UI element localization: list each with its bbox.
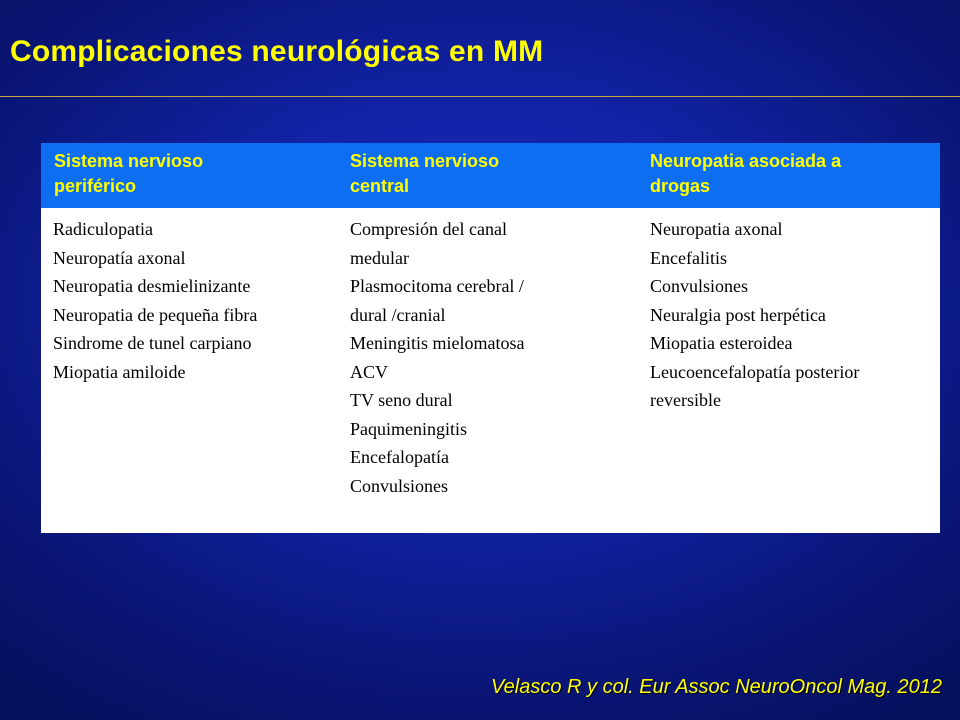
list-item: Neuropatia desmielinizante: [53, 276, 251, 296]
header-line: periférico: [54, 176, 137, 196]
list-item: Paquimeningitis: [350, 418, 467, 439]
list-item: dural /cranial: [350, 304, 446, 325]
header-line: central: [350, 176, 410, 196]
list-item: TV seno dural: [350, 390, 453, 410]
header-line: drogas: [650, 176, 711, 196]
header-line: Sistema nervioso: [54, 151, 204, 171]
header-drug-associated-neuropathy: [650, 149, 935, 199]
slide-title: Complicaciones neurológicas en MM: [10, 35, 544, 68]
list-item: Leucoencefalopatía posterior: [650, 361, 860, 382]
list-item: ACV: [350, 361, 389, 382]
column-peripheral-list: [53, 215, 343, 386]
complications-table: [41, 143, 940, 533]
list-item: Plasmocitoma cerebral /: [350, 276, 524, 296]
header-line: Neuropatia asociada a: [650, 151, 842, 171]
title-divider: [0, 96, 960, 97]
list-item: Convulsiones: [350, 475, 449, 496]
list-item: Convulsiones: [650, 276, 749, 296]
column-central-list: [350, 215, 640, 500]
citation-reference: Velasco R y col. Eur Assoc NeuroOncol Mag. 2012: [491, 676, 942, 698]
column-drug-list: [650, 215, 938, 415]
list-item: medular: [350, 247, 409, 268]
list-item: Neuropatía axonal: [53, 247, 186, 268]
header-line: Sistema nervioso: [350, 151, 500, 171]
list-item: Neuralgia post herpética: [650, 304, 826, 325]
list-item: Encefalitis: [650, 247, 727, 268]
table-header-row: [41, 143, 940, 208]
list-item: Neuropatia de pequeña fibra: [53, 304, 258, 325]
list-item: Miopatia esteroidea: [650, 333, 793, 353]
header-central-nervous-system: [350, 149, 620, 199]
list-item: Encefalopatía: [350, 447, 449, 467]
list-item: Neuropatia axonal: [650, 219, 783, 239]
list-item: Compresión del canal: [350, 219, 507, 239]
list-item: Sindrome de tunel carpiano: [53, 333, 252, 353]
list-item: Meningitis mielomatosa: [350, 333, 525, 353]
header-peripheral-nervous-system: [54, 149, 324, 199]
list-item: reversible: [650, 390, 721, 410]
list-item: Miopatia amiloide: [53, 361, 186, 382]
list-item: Radiculopatia: [53, 219, 153, 239]
